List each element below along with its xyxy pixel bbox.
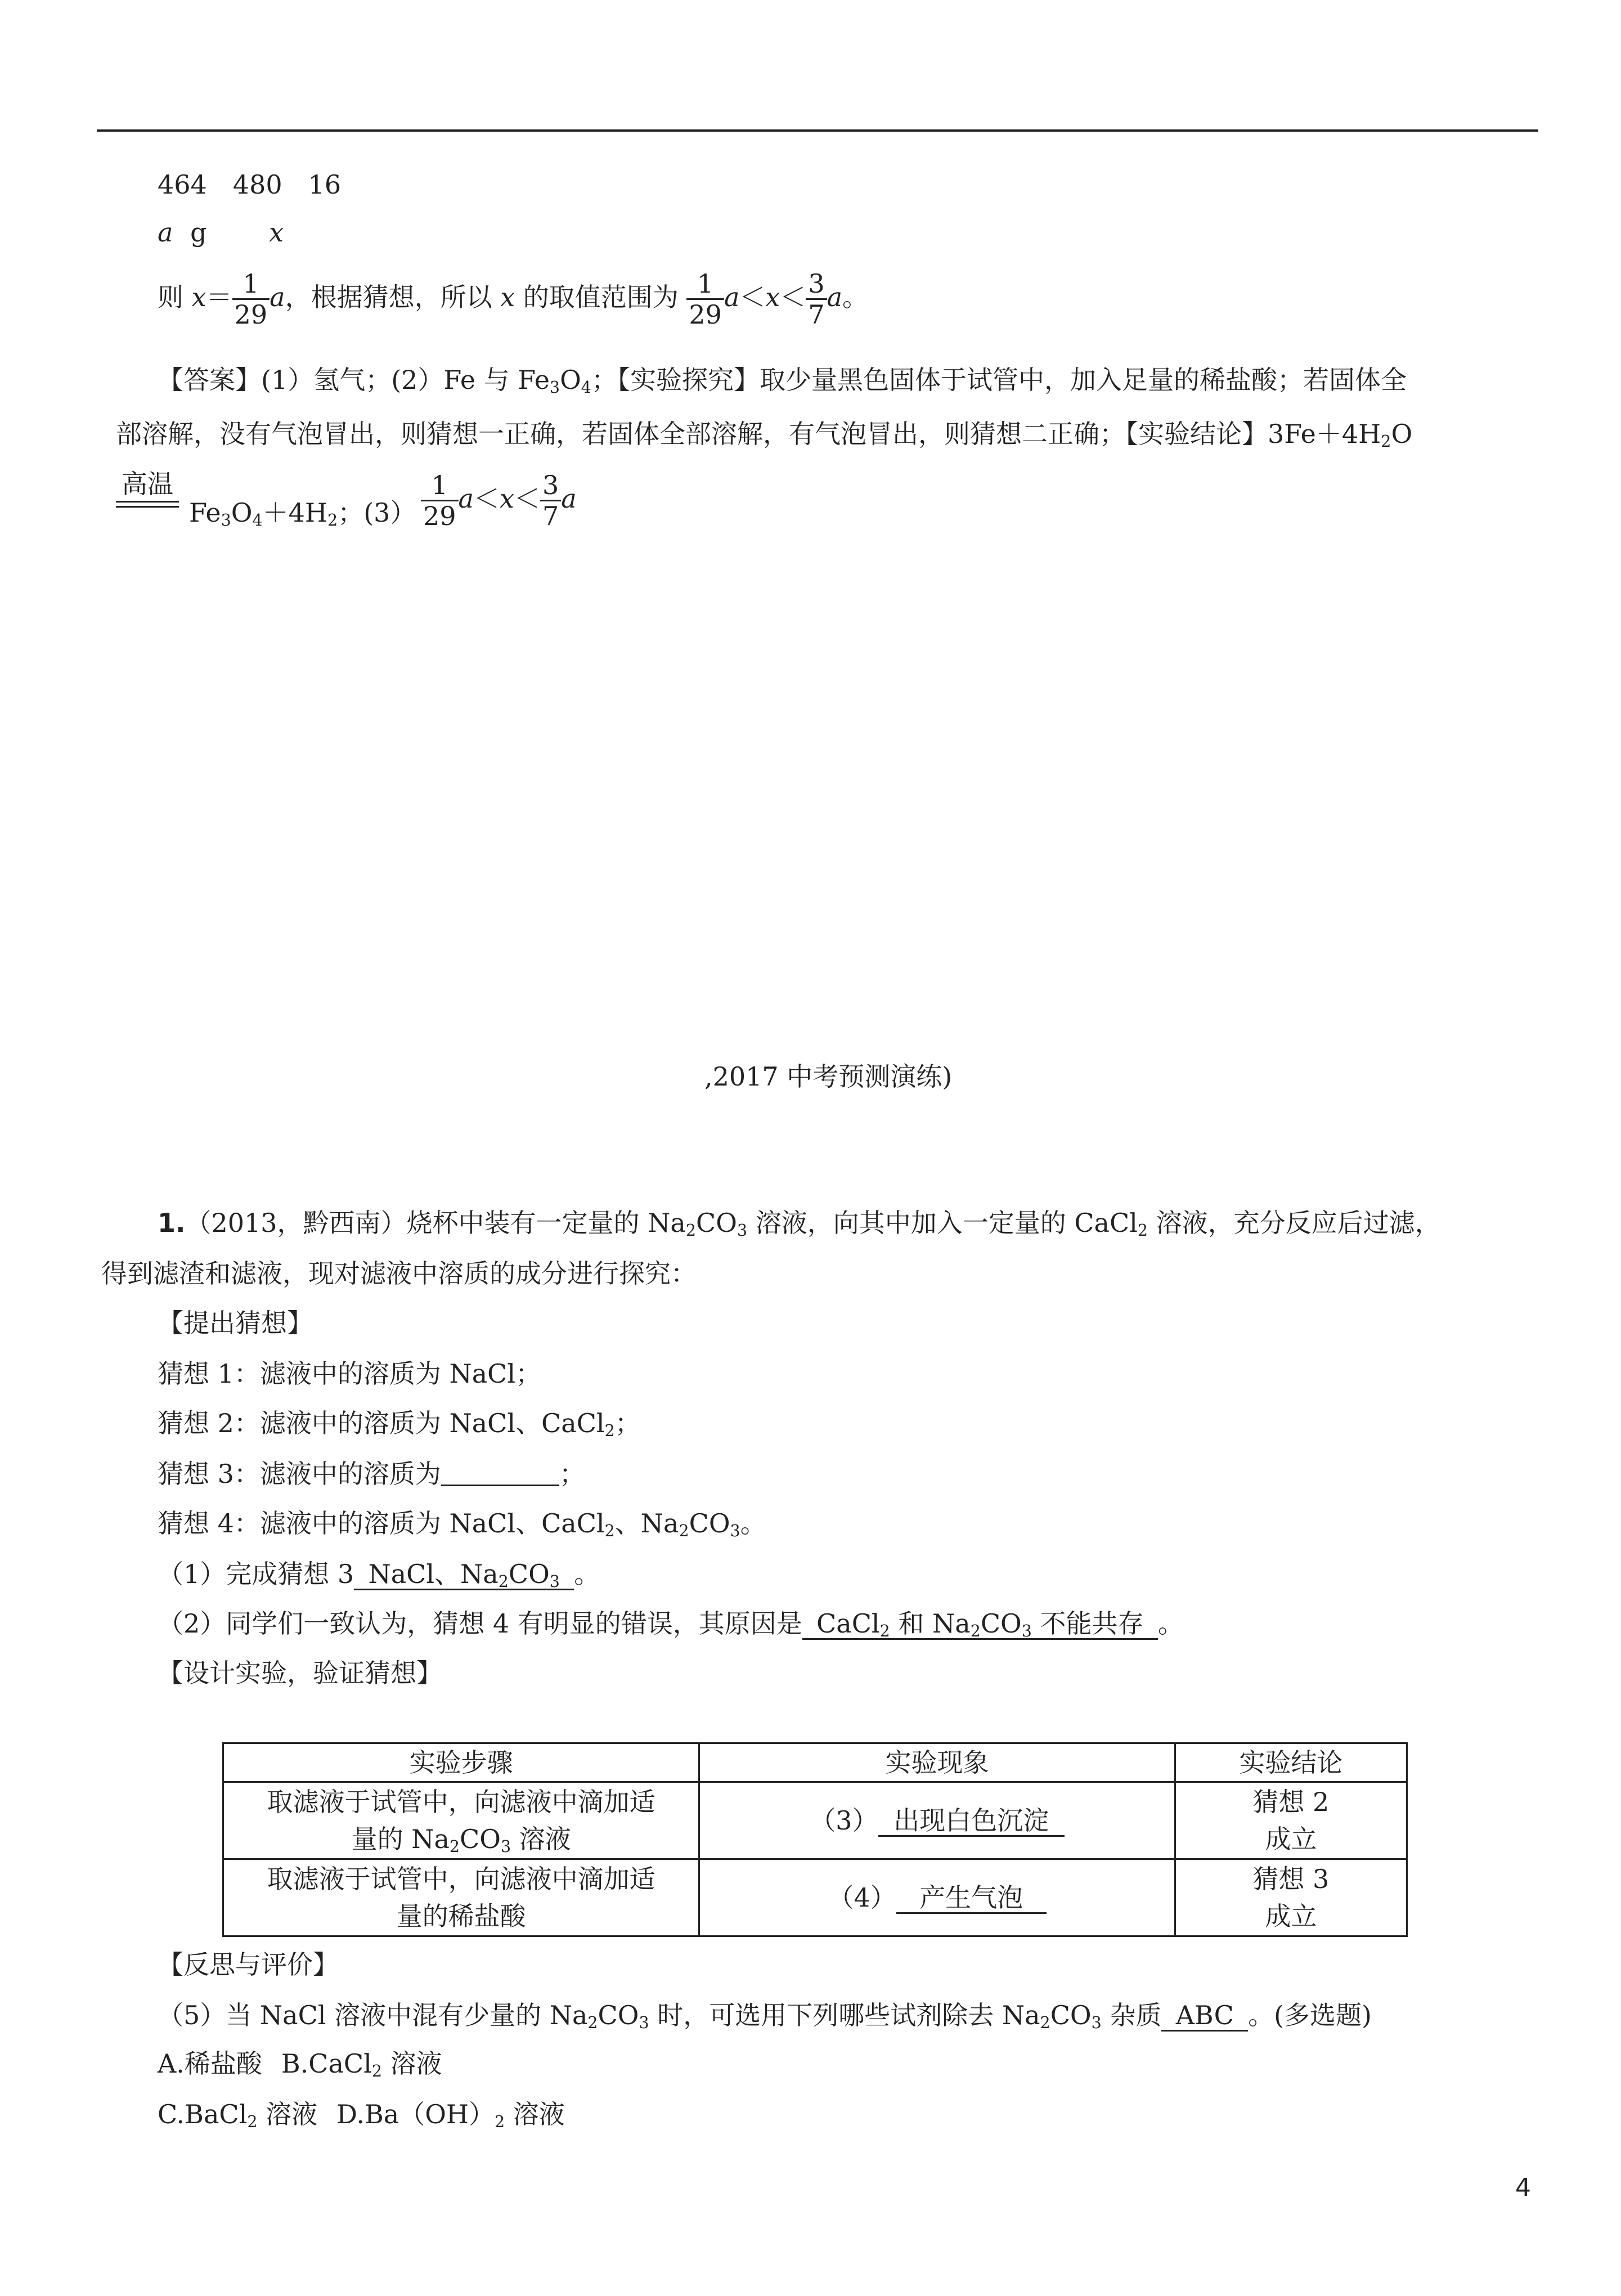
conclusion-text: 猜想 2 — [1252, 1787, 1330, 1817]
fraction-3-7-b — [540, 472, 561, 530]
frac-num: 1 — [431, 470, 448, 500]
page-number: 4 — [1515, 2173, 1531, 2202]
frac-num: 1 — [243, 268, 259, 299]
part-5 — [158, 2001, 1372, 2032]
sub: 2 — [495, 2113, 505, 2132]
option-d-text: 溶液 — [505, 2099, 565, 2129]
range-x-2: x — [500, 281, 515, 312]
guess-2-end: ； — [614, 1408, 641, 1438]
step-text: CO — [460, 1824, 501, 1854]
ans-text: CaCl — [816, 1608, 880, 1639]
lt-1: ＜ — [739, 281, 766, 312]
range-a-2: a — [724, 281, 740, 312]
frac-den: 29 — [234, 299, 268, 330]
answer-text-1: 【答案】(1）氢气；(2）Fe 与 Fe — [158, 365, 550, 395]
fraction-1-29-b — [686, 270, 724, 329]
range-prefix: 则 — [158, 281, 183, 312]
part-1-text: （1）完成猜想 3 — [158, 1559, 354, 1589]
answer-range — [421, 472, 577, 530]
q1-text-b: CO — [696, 1208, 737, 1238]
step-text: 取滤液于试管中，向滤液中滴加适 — [267, 1787, 655, 1817]
sub: 4 — [252, 511, 263, 530]
answer-part3: ；(3） — [338, 497, 416, 528]
calc-masses: 464 480 16 — [158, 169, 342, 200]
sub: 3 — [549, 1572, 560, 1591]
sub: 2 — [685, 1221, 697, 1240]
range-end: 。 — [842, 281, 869, 312]
answer-text-1b: ；【实验探究】取少量黑色固体于试管中，加入足量的稀盐酸；若固体全 — [591, 365, 1407, 395]
step-text: 量的稀盐酸 — [396, 1901, 526, 1931]
cell-conclusion — [1175, 1859, 1407, 1936]
frac-num: 3 — [808, 268, 825, 299]
ans-text: CO — [508, 1559, 550, 1589]
part-1-answer — [354, 1560, 574, 1590]
q1-number: 1. — [158, 1208, 186, 1238]
guess-4-b: 、Na — [614, 1508, 679, 1539]
part-5-end: 。(多选题) — [1248, 2000, 1372, 2030]
part-1-end: 。 — [574, 1559, 600, 1589]
sub: 2 — [498, 1572, 509, 1591]
guess-3 — [158, 1461, 585, 1487]
lt-2: ＜ — [780, 281, 806, 312]
q1-text-a: （2013，黔西南）烧杯中装有一定量的 Na — [185, 1208, 686, 1238]
sub: 2 — [604, 1421, 615, 1441]
range-a-5: a — [561, 483, 577, 514]
part-2 — [158, 1609, 1184, 1640]
answer-o: O — [560, 365, 581, 395]
range-x-4: x — [499, 483, 514, 514]
sub: 2 — [970, 1622, 981, 1641]
lt-3: ＜ — [473, 483, 500, 514]
table-row — [223, 1859, 1407, 1936]
options-row-2 — [158, 2099, 565, 2132]
option-b-text: 溶液 — [381, 2048, 442, 2079]
reaction-condition — [116, 470, 179, 508]
phenomenon-answer: 产生气泡 — [896, 1884, 1047, 1914]
range-mid: ，根据猜想，所以 — [285, 281, 492, 312]
answer-o-3: O — [231, 497, 253, 528]
sub: 2 — [604, 1522, 615, 1541]
answer-h: ＋4H — [262, 497, 328, 528]
part-label: （4） — [828, 1882, 896, 1913]
conclusion-text: 成立 — [1265, 1824, 1317, 1854]
cell-conclusion — [1175, 1782, 1407, 1859]
experiment-table — [222, 1742, 1408, 1937]
sub: 2 — [1137, 1221, 1148, 1240]
guess-3-end: ； — [559, 1459, 585, 1489]
heading-guess: 【提出猜想】 — [158, 1308, 313, 1338]
heading-reflect: 【反思与评价】 — [158, 1949, 339, 1980]
header-rule — [97, 129, 1538, 132]
fraction-3-7 — [806, 270, 827, 329]
sub: 2 — [327, 511, 338, 530]
table-row — [223, 1782, 1407, 1859]
range-a-4: a — [458, 483, 474, 514]
var-x: x — [269, 217, 284, 248]
sub: 3 — [730, 1522, 740, 1541]
sub: 2 — [247, 2113, 258, 2132]
option-d-text: D.Ba（OH） — [336, 2099, 495, 2129]
col-header-phenomena: 实验现象 — [699, 1743, 1175, 1782]
fraction-1-29 — [232, 270, 270, 329]
part-2-answer — [802, 1609, 1158, 1640]
sub: 2 — [679, 1522, 689, 1541]
ans-text: 和 Na — [890, 1608, 971, 1639]
sub: 2 — [587, 2014, 598, 2033]
options-row-1 — [158, 2048, 442, 2081]
col-header-conclusion: 实验结论 — [1175, 1743, 1407, 1782]
part-5-text: （5）当 NaCl 溶液中混有少量的 Na — [158, 2000, 588, 2030]
var-a: a — [158, 217, 173, 248]
option-c — [158, 2099, 318, 2132]
answer-line-3 — [189, 497, 416, 530]
sub: 3 — [639, 2014, 649, 2033]
guess-2-text: 猜想 2：滤液中的溶质为 NaCl、CaCl — [158, 1408, 605, 1438]
option-b-text: B.CaCl — [281, 2048, 372, 2079]
sub: 2 — [1040, 2014, 1050, 2033]
range-a: a — [270, 281, 285, 312]
part-2-end: 。 — [1157, 1608, 1184, 1639]
part-5-text: 时，可选用下列哪些试剂除去 Na — [649, 2000, 1040, 2030]
guess-3-text: 猜想 3：滤液中的溶质为 — [158, 1459, 441, 1489]
frac-num: 3 — [542, 470, 559, 500]
q1-line-2: 得到滤渣和滤液，现对滤液中溶质的成分进行探究： — [101, 1258, 697, 1289]
answer-text-2: 部溶解，没有气泡冒出，则猜想一正确，若固体全部溶解，有气泡冒出，则猜想二正确；【实验结论】3Fe＋4H — [116, 419, 1381, 449]
range-a-3: a — [827, 281, 843, 312]
cell-step — [223, 1782, 699, 1859]
sub: 3 — [221, 511, 231, 530]
part-5-text: CO — [598, 2000, 639, 2030]
unit-g: g — [190, 217, 207, 248]
option-b — [281, 2048, 442, 2079]
ans-text: NaCl、Na — [368, 1559, 499, 1589]
frac-den: 7 — [808, 299, 825, 330]
q1-line-1 — [158, 1208, 1441, 1240]
q1-text-c: 溶液，向其中加入一定量的 CaCl — [747, 1208, 1138, 1238]
answer-line-1 — [158, 365, 1407, 397]
sub: 3 — [737, 1221, 748, 1240]
range-x: x — [191, 281, 206, 312]
sub: 2 — [879, 1622, 890, 1641]
sub: 2 — [371, 2062, 382, 2081]
option-c-text: 溶液 — [257, 2099, 318, 2129]
answer-line-2 — [116, 419, 1413, 451]
cell-phenomenon — [699, 1782, 1175, 1859]
range-line — [158, 270, 868, 329]
guess-1: 猜想 1：滤液中的溶质为 NaCl； — [158, 1358, 542, 1389]
sub: 3 — [1091, 2014, 1102, 2033]
step-text: 取滤液于试管中，向滤液中滴加适 — [267, 1864, 655, 1894]
table-header-row — [223, 1743, 1407, 1782]
option-d — [336, 2099, 565, 2132]
heading-design: 【设计实验，验证猜想】 — [158, 1658, 442, 1688]
option-a: A.稀盐酸 — [158, 2048, 262, 2079]
cell-phenomenon — [699, 1859, 1175, 1936]
option-c-text: C.BaCl — [158, 2099, 248, 2129]
range-x-3: x — [765, 281, 780, 312]
section-title: ,2017 中考预测演练) — [704, 1061, 953, 1092]
conclusion-text: 成立 — [1265, 1901, 1317, 1931]
sub: 3 — [549, 378, 560, 397]
answer-o-2: O — [1391, 419, 1413, 449]
fraction-1-29-c — [421, 472, 459, 530]
step-text: 溶液 — [511, 1824, 571, 1854]
part-5-text: 杂质 — [1101, 2000, 1162, 2030]
frac-den: 29 — [423, 501, 456, 532]
answer-fe: Fe — [189, 497, 221, 528]
part-5-answer: ABC — [1161, 2001, 1248, 2032]
q1-text-d: 溶液，充分反应后过滤， — [1148, 1208, 1441, 1238]
step-text: 量的 Na — [351, 1824, 450, 1854]
range-mid2: 的取值范围为 — [523, 281, 679, 312]
col-header-steps: 实验步骤 — [223, 1743, 699, 1782]
ans-text: CO — [980, 1608, 1022, 1639]
blank-line — [441, 1462, 559, 1486]
guess-4-d: 。 — [740, 1508, 766, 1539]
condition-high-temp: 高温 — [122, 469, 173, 499]
range-eq: ＝ — [206, 281, 232, 312]
cell-step — [223, 1859, 699, 1936]
frac-den: 29 — [689, 299, 722, 330]
lt-4: ＜ — [514, 483, 540, 514]
guess-4-c: CO — [689, 1508, 730, 1539]
guess-2 — [158, 1408, 641, 1441]
part-2-text: （2）同学们一致认为，猜想 4 有明显的错误，其原因是 — [158, 1608, 802, 1639]
sub: 2 — [1381, 432, 1391, 451]
part-label: （3） — [810, 1805, 878, 1836]
phenomenon-answer: 出现白色沉淀 — [878, 1806, 1065, 1837]
frac-num: 1 — [697, 268, 714, 299]
calc-row-vars — [158, 217, 284, 248]
guess-4 — [158, 1508, 766, 1541]
conclusion-text: 猜想 3 — [1252, 1864, 1330, 1894]
ans-text: 不能共存 — [1031, 1608, 1144, 1639]
sub: 3 — [1021, 1622, 1032, 1641]
part-5-text: CO — [1050, 2000, 1092, 2030]
calc-row-masses — [158, 169, 342, 200]
guess-4-text: 猜想 4：滤液中的溶质为 NaCl、CaCl — [158, 1508, 605, 1539]
sub: 2 — [449, 1837, 460, 1856]
sub: 3 — [500, 1837, 511, 1856]
frac-den: 7 — [542, 501, 559, 532]
sub: 4 — [581, 378, 591, 397]
part-1 — [158, 1560, 600, 1590]
